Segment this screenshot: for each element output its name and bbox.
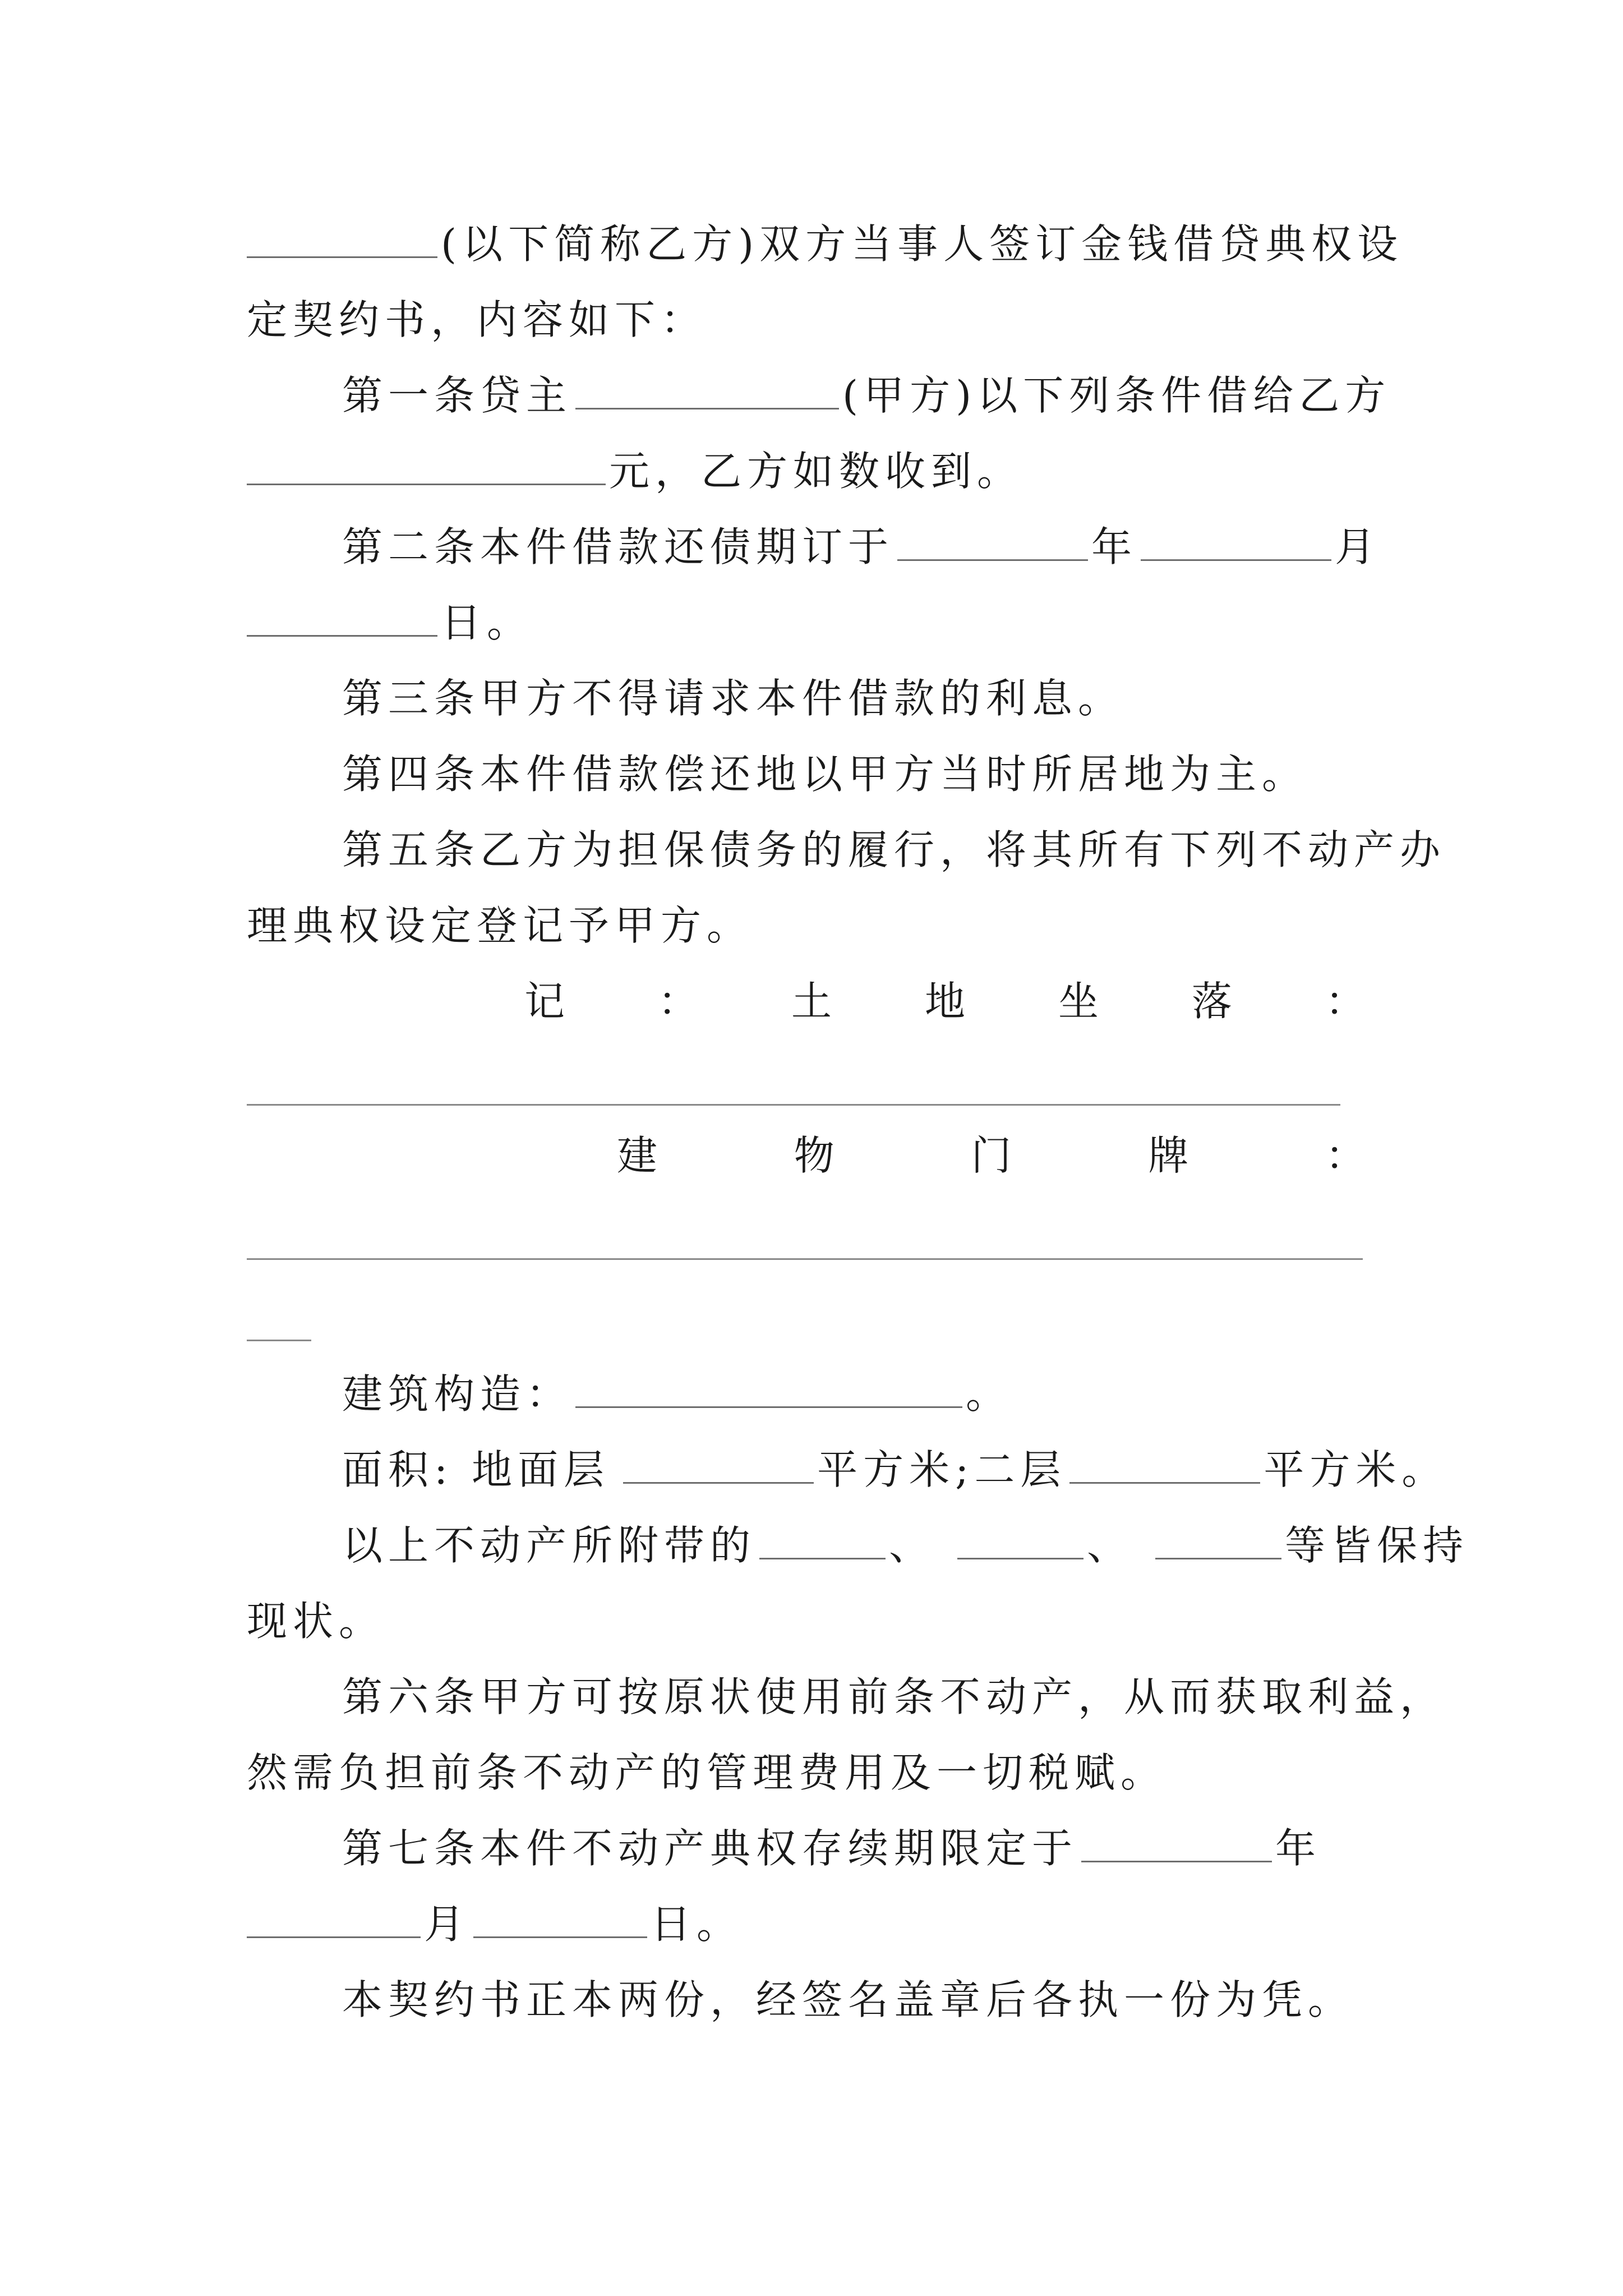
- repay-month-blank[interactable]: [1141, 520, 1331, 561]
- article-7-line-1: [342, 1812, 1385, 1885]
- term-month-blank[interactable]: [247, 1897, 421, 1938]
- line-text: 日。: [441, 599, 533, 646]
- article-6-line-2: [247, 1736, 1385, 1809]
- line-text: 理典权设定登记予甲方。: [247, 902, 753, 949]
- line-text: 等皆保持: [1285, 1522, 1469, 1569]
- article-2-line-1: [342, 510, 1385, 583]
- attachment-3-blank[interactable]: [1155, 1519, 1281, 1559]
- building-structure: [342, 1358, 1385, 1430]
- line-text: 。: [966, 1370, 1012, 1418]
- article-4: [342, 738, 1385, 811]
- line-text: 元，乙方如数收到。: [609, 448, 1023, 495]
- label-char: 建: [617, 1132, 658, 1179]
- article-1-line-1: [342, 359, 1391, 432]
- line-text: 第四条本件借款偿还地以甲方当时所居地为主。: [342, 751, 1308, 798]
- lender-name-blank[interactable]: [575, 369, 839, 409]
- building-number-blank[interactable]: [247, 1258, 1363, 1260]
- article-5-line-2: [247, 889, 1385, 962]
- article-6-line-1: [342, 1660, 1446, 1733]
- label-char: ：: [657, 978, 698, 1025]
- article-5-line-1: [342, 813, 1446, 886]
- label-char: ：: [1325, 1132, 1366, 1179]
- building-number-label: [617, 1119, 1366, 1192]
- line-text: (以下简称乙方)双方当事人签订金钱借贷典权设: [441, 220, 1404, 268]
- second-floor-area-blank[interactable]: [1069, 1443, 1260, 1484]
- line-text: 、: [889, 1522, 935, 1569]
- line-text: 第七条本件不动产典权存续期限定于: [342, 1825, 1078, 1872]
- line-text: 月: [424, 1901, 471, 1948]
- line-text: 平方米;二层: [817, 1446, 1067, 1493]
- article-1-line-2: [247, 435, 1385, 508]
- line-text: 年: [1091, 523, 1138, 570]
- line-text: 月: [1335, 523, 1381, 570]
- term-year-blank[interactable]: [1081, 1821, 1272, 1862]
- line-text: 现状。: [247, 1598, 385, 1645]
- line-text: 日。: [651, 1901, 743, 1948]
- land-location-blank[interactable]: [247, 1104, 1340, 1106]
- attachments-line-2: [247, 1585, 1385, 1658]
- label-char: 土: [791, 978, 832, 1025]
- line-text: 平方米。: [1264, 1446, 1448, 1493]
- line-text: 第六条甲方可按原状使用前条不动产，从而获取利益，: [342, 1673, 1446, 1720]
- label-char: ：: [1325, 978, 1366, 1025]
- area-line: [342, 1433, 1448, 1506]
- attachments-line: [342, 1509, 1469, 1582]
- attachment-2-blank[interactable]: [957, 1519, 1083, 1559]
- line-text: 面积: 地面层: [342, 1446, 610, 1493]
- repay-day-blank[interactable]: [247, 596, 437, 637]
- label-char: 物: [794, 1132, 834, 1179]
- attachment-1-blank[interactable]: [759, 1519, 886, 1559]
- line-text: 以上不动产所附带的: [342, 1522, 757, 1569]
- line-text: 建筑构造：: [342, 1370, 573, 1418]
- contract-line-1: [247, 208, 1404, 280]
- line-text: 、: [1087, 1522, 1133, 1569]
- label-char: 牌: [1148, 1132, 1189, 1179]
- line-text: 第三条甲方不得请求本件借款的利息。: [342, 675, 1124, 722]
- repay-year-blank[interactable]: [897, 520, 1088, 561]
- term-day-blank[interactable]: [473, 1897, 647, 1938]
- line-text: (甲方)以下列条件借给乙方: [842, 372, 1391, 419]
- line-text: 第二条本件借款还债期订于: [342, 523, 895, 570]
- label-char: 落: [1191, 978, 1232, 1025]
- contract-line-2: [247, 283, 1385, 356]
- closing-line: [342, 1963, 1385, 2036]
- loan-amount-blank[interactable]: [247, 444, 606, 485]
- article-7-line-2: [247, 1888, 1385, 1961]
- party-b-name-blank[interactable]: [247, 217, 437, 258]
- line-text: 年: [1275, 1825, 1322, 1872]
- line-text: 定契约书，内容如下：: [247, 296, 707, 343]
- article-2-line-2: [247, 586, 1385, 659]
- structure-blank[interactable]: [575, 1367, 962, 1408]
- ground-floor-area-blank[interactable]: [623, 1443, 814, 1484]
- line-text: 然需负担前条不动产的管理费用及一切税赋。: [247, 1749, 1167, 1796]
- line-text: 本契约书正本两份，经签名盖章后各执一份为凭。: [342, 1976, 1354, 2023]
- label-char: 坐: [1058, 978, 1099, 1025]
- building-number-blank-tail[interactable]: [247, 1340, 311, 1341]
- label-char: 记: [524, 978, 565, 1025]
- label-char: 地: [924, 978, 965, 1025]
- line-text: 第一条贷主: [342, 372, 573, 419]
- article-3: [342, 662, 1385, 735]
- label-char: 门: [971, 1132, 1012, 1179]
- line-text: 第五条乙方为担保债务的履行，将其所有下列不动产办: [342, 826, 1446, 873]
- land-location-label: [524, 965, 1366, 1038]
